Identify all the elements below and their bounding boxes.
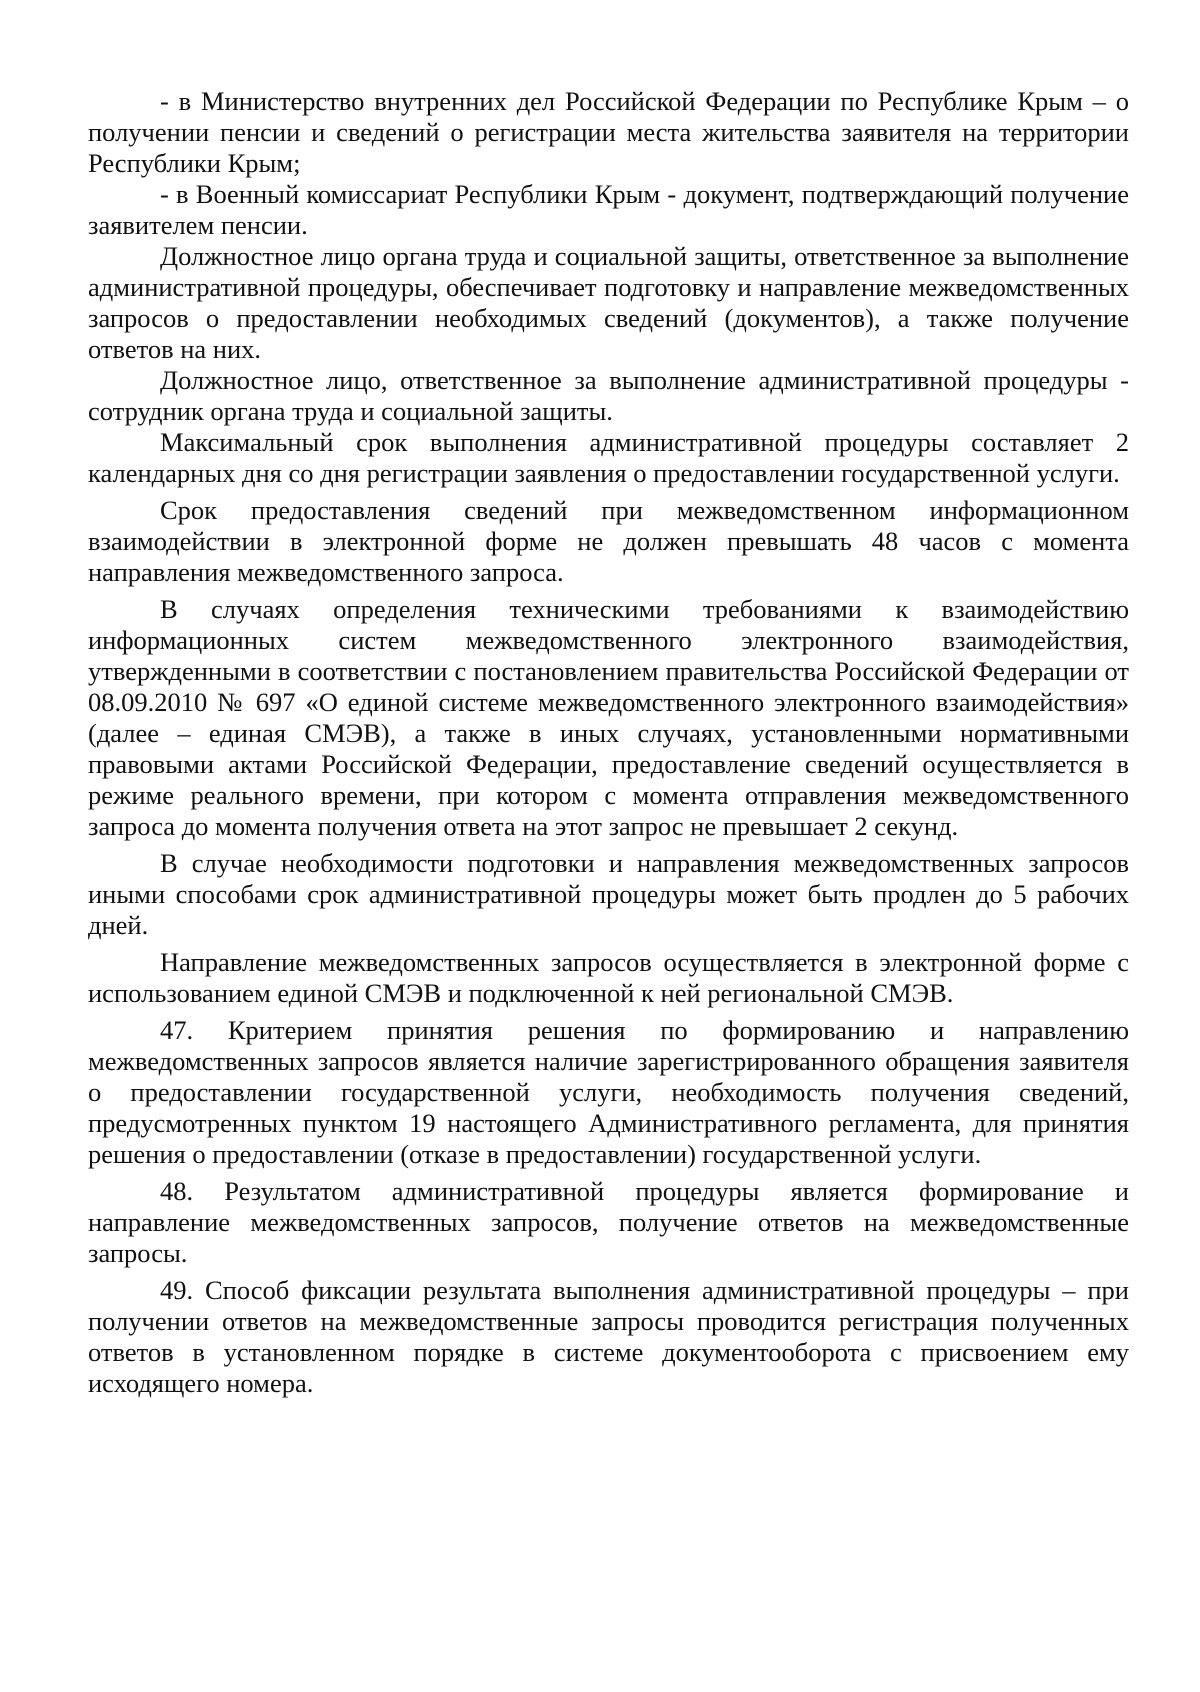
paragraph-smev: Направление межведомственных запросов осуществляется в электронной форме с использованием единой СМЭВ и подключенной к ней региональной СМЭВ. bbox=[88, 947, 1129, 1008]
paragraph-48-result: 48. Результатом административной процедуры является формирование и направление межведомственных запросов, получение ответов на межведомственные запросы. bbox=[88, 1176, 1129, 1268]
paragraph-real-time: В случаях определения техническими требованиями к взаимодействию информационных систем межведомственного электронного взаимодействия, утвержденными в соответствии с постановлением правительства Российской Федерации от 08.09.2010 № 697 «О единой системе межведомственного электронного взаимодействия» (далее – единая СМЭВ), а также в иных случаях, установленными нормативными правовыми актами Российской Федерации, предоставление сведений осуществляется в режиме реального времени, при котором с момента отправления межведомственного запроса до момента получения ответа на этот запрос не превышает 2 секунд. bbox=[88, 594, 1129, 841]
paragraph-response-term: Срок предоставления сведений при межведомственном информационном взаимодействии в электронной форме не должен превышать 48 часов с момента направления межведомственного запроса. bbox=[88, 495, 1129, 587]
paragraph-49-recording: 49. Способ фиксации результата выполнения административной процедуры – при получении ответов на межведомственные запросы проводится регистрация полученных ответов в установленном порядке в системе документооборота с присвоением ему исходящего номера. bbox=[88, 1275, 1129, 1398]
paragraph-max-term: Максимальный срок выполнения административной процедуры составляет 2 календарных дня со дня регистрации заявления о предоставлении государственной услуги. bbox=[88, 427, 1129, 488]
paragraph-47-criterion: 47. Критерием принятия решения по формированию и направлению межведомственных запросов является наличие зарегистрированного обращения заявителя о предоставлении государственной услуги, необходимость получения сведений, предусмотренных пунктом 19 настоящего Административного регламента, для принятия решения о предоставлении (отказе в предоставлении) государственной услуги. bbox=[88, 1015, 1129, 1169]
document-body bbox=[88, 86, 1129, 1399]
paragraph-extension: В случае необходимости подготовки и направления межведомственных запросов иными способами срок административной процедуры может быть продлен до 5 рабочих дней. bbox=[88, 848, 1129, 940]
paragraph-military-commissariat: - в Военный комиссариат Республики Крым - документ, подтверждающий получение заявителем пенсии. bbox=[88, 179, 1129, 240]
paragraph-responsible-official: Должностное лицо, ответственное за выполнение административной процедуры - сотрудник органа труда и социальной защиты. bbox=[88, 365, 1129, 426]
paragraph-mvd-request: - в Министерство внутренних дел Российской Федерации по Республике Крым – о получении пенсии и сведений о регистрации места жительства заявителя на территории Республики Крым; bbox=[88, 86, 1129, 178]
paragraph-official-duties: Должностное лицо органа труда и социальной защиты, ответственное за выполнение административной процедуры, обеспечивает подготовку и направление межведомственных запросов о предоставлении необходимых сведений (документов), а также получение ответов на них. bbox=[88, 241, 1129, 364]
